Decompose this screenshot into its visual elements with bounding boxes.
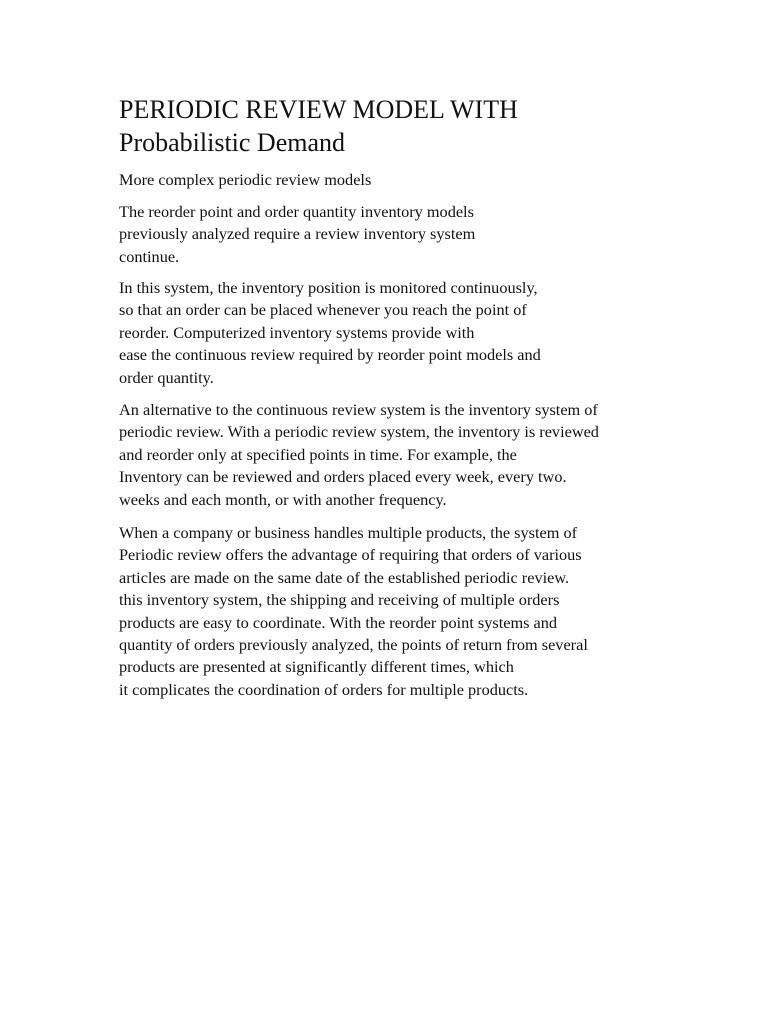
- text-line: The reorder point and order quantity inventory models: [119, 202, 474, 221]
- intro-paragraph: [119, 169, 371, 191]
- text-line: Periodic review offers the advantage of requiring that orders of various: [119, 545, 582, 565]
- text-line: articles are made on the same date of the established periodic review.: [119, 567, 570, 587]
- text-line: continue.: [119, 246, 180, 266]
- paragraph: [119, 201, 475, 268]
- text-line: this inventory system, the shipping and receiving of multiple orders: [119, 590, 560, 610]
- paragraph: [119, 277, 541, 389]
- text-line: In this system, the inventory position is monitored continuously,: [119, 278, 538, 297]
- document-title: [119, 93, 518, 159]
- text-line: products are easy to coordinate. With the reorder point systems and: [119, 612, 558, 632]
- text-line: weeks and each month, or with another frequency.: [119, 489, 447, 509]
- text-line: order quantity.: [119, 367, 214, 387]
- text-line: ease the continuous review required by reorder point models and: [119, 345, 541, 365]
- text-line: reorder. Computerized inventory systems provide with: [119, 322, 475, 342]
- text-line: previously analyzed require a review inventory system: [119, 224, 476, 244]
- text-line: More complex periodic review models: [119, 170, 372, 189]
- title-line: Probabilistic Demand: [119, 128, 346, 157]
- text-line: Inventory can be reviewed and orders placed every week, every two.: [119, 467, 567, 487]
- text-line: periodic review. With a periodic review system, the inventory is reviewed: [119, 422, 599, 442]
- title-line: PERIODIC REVIEW MODEL WITH: [119, 95, 518, 124]
- text-line: and reorder only at specified points in time. For example, the: [119, 444, 517, 464]
- text-line: products are presented at significantly different times, which: [119, 657, 514, 677]
- paragraph: [119, 522, 588, 701]
- text-line: An alternative to the continuous review system is the inventory system of: [119, 400, 598, 419]
- paragraph: [119, 399, 599, 511]
- text-line: so that an order can be placed whenever you reach the point of: [119, 300, 527, 320]
- text-line: it complicates the coordination of orders for multiple products.: [119, 679, 529, 699]
- text-line: When a company or business handles multiple products, the system of: [119, 523, 578, 542]
- text-line: quantity of orders previously analyzed, the points of return from several: [119, 635, 588, 655]
